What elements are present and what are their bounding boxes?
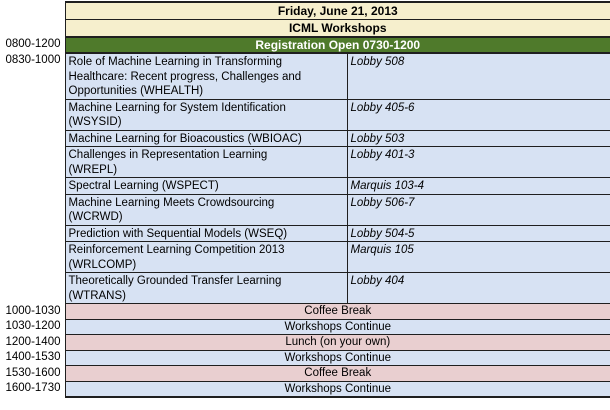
schedule-row	[0, 37, 610, 53]
workshop-location: Lobby 506-7	[347, 194, 610, 225]
time-label: 1000-1030	[0, 304, 65, 320]
schedule-row	[0, 335, 610, 351]
workshop-title-line: Healthcare: Recent progress, Challenges and	[68, 70, 302, 83]
registration-banner: Registration Open 0730-1200	[65, 37, 610, 53]
time-label	[0, 99, 65, 130]
continue-label: Workshops Continue	[65, 350, 610, 366]
workshop-title-line: Spectral Learning (WSPECT)	[68, 180, 219, 192]
workshop-location: Lobby 405-6	[347, 99, 610, 130]
workshop-title-line: Machine Learning Meets Crowdsourcing	[68, 196, 275, 209]
workshop-title-line: Reinforcement Learning Competition 2013	[68, 244, 285, 256]
workshop-title-line: (WSYSID)	[68, 116, 122, 128]
workshop-location: Lobby 508	[347, 53, 610, 99]
workshop-title-line: Machine Learning for Bioacoustics (WBIOAC)	[68, 132, 302, 145]
schedule-row	[0, 366, 610, 382]
workshop-title	[65, 242, 347, 273]
schedule-row	[0, 99, 610, 130]
date-header-cell: Friday, June 21, 2013	[65, 2, 610, 20]
time-label: 1400-1530	[0, 350, 65, 366]
workshop-location: Lobby 503	[347, 130, 610, 147]
break-label: Coffee Break	[65, 366, 610, 382]
time-label	[0, 20, 65, 38]
time-label: 1200-1400	[0, 335, 65, 351]
continue-label: Workshops Continue	[65, 381, 610, 397]
schedule-row	[0, 242, 610, 273]
schedule-row	[0, 304, 610, 320]
schedule-table	[0, 1, 610, 398]
schedule-row	[0, 319, 610, 335]
time-label	[0, 273, 65, 304]
workshop-title-line: (WTRANS)	[68, 289, 126, 302]
time-label	[0, 130, 65, 147]
workshop-title-line: (WREPL)	[68, 163, 118, 176]
workshop-title-line: Prediction with Sequential Models (WSEQ)	[68, 227, 288, 240]
time-label: 1030-1200	[0, 319, 65, 335]
workshop-title-line: (WCRWD)	[68, 211, 123, 223]
workshop-title	[65, 130, 347, 147]
workshop-location: Lobby 504-5	[347, 225, 610, 242]
workshop-title-line: Role of Machine Learning in Transforming	[68, 56, 283, 68]
workshop-title-line: Opportunities (WHEALTH)	[68, 85, 204, 97]
workshop-title-line: Theoretically Grounded Transfer Learning	[68, 275, 282, 287]
time-label: 1600-1730	[0, 381, 65, 397]
workshop-title	[65, 194, 347, 225]
workshop-title	[65, 225, 347, 242]
time-label	[0, 225, 65, 242]
time-label: 0800-1200	[0, 37, 65, 53]
workshop-location: Lobby 404	[347, 273, 610, 304]
schedule-row	[0, 225, 610, 242]
break-label: Lunch (on your own)	[65, 335, 610, 351]
time-label	[0, 242, 65, 273]
event-header-cell: ICML Workshops	[65, 20, 610, 38]
workshop-title	[65, 147, 347, 178]
workshop-title	[65, 178, 347, 195]
schedule-row	[0, 20, 610, 38]
workshop-title-line: Challenges in Representation Learning	[68, 149, 268, 161]
break-label: Coffee Break	[65, 304, 610, 320]
workshop-title	[65, 53, 347, 99]
time-label	[0, 2, 65, 20]
workshop-location: Marquis 103-4	[347, 178, 610, 195]
continue-label: Workshops Continue	[65, 319, 610, 335]
schedule-row	[0, 350, 610, 366]
time-label: 0830-1000	[0, 53, 65, 99]
workshop-title-line: Machine Learning for System Identification	[68, 101, 286, 114]
time-label	[0, 194, 65, 225]
schedule-body	[0, 2, 610, 397]
workshop-title	[65, 99, 347, 130]
workshop-title-line: (WRLCOMP)	[68, 258, 137, 271]
schedule-row	[0, 273, 610, 304]
schedule-row	[0, 194, 610, 225]
workshop-location: Marquis 105	[347, 242, 610, 273]
workshop-title	[65, 273, 347, 304]
time-label	[0, 178, 65, 195]
schedule-row	[0, 53, 610, 99]
time-label	[0, 147, 65, 178]
workshop-location: Lobby 401-3	[347, 147, 610, 178]
schedule-row	[0, 381, 610, 397]
schedule-row	[0, 147, 610, 178]
schedule-row	[0, 178, 610, 195]
time-label: 1530-1600	[0, 366, 65, 382]
schedule-row	[0, 130, 610, 147]
schedule-row	[0, 2, 610, 20]
